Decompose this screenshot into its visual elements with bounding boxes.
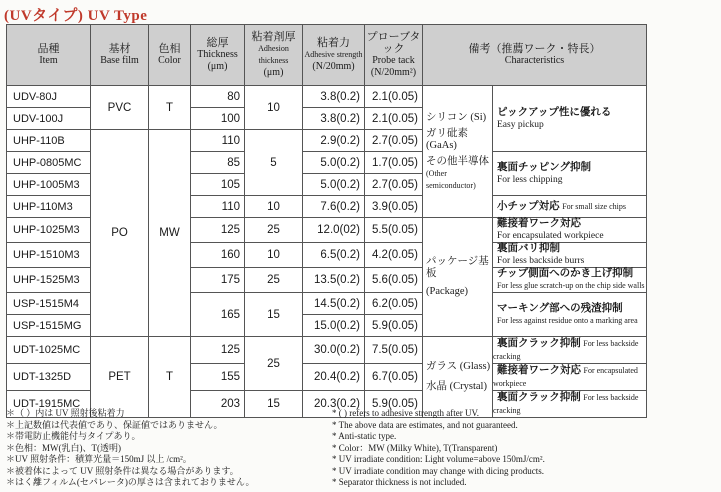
item-cell: UDT-1325D [7, 364, 91, 391]
item-cell: UHP-110B [7, 130, 91, 152]
char-crack2: 裏面クラック抑制 For less backside cracking [493, 391, 647, 418]
probe-cell: 6.2(0.05) [365, 293, 423, 315]
header-probe: プローブタック Probe tack (N/20mm²) [365, 25, 423, 86]
char-encap: 難接着ワーク対応 For encapsulated workpiece [493, 218, 647, 243]
header-base: 基材 Base film [91, 25, 149, 86]
strength-cell: 13.5(0.2) [303, 268, 365, 293]
thickness-cell: 160 [191, 243, 245, 268]
strength-cell: 14.5(0.2) [303, 293, 365, 315]
thickness-cell: 175 [191, 268, 245, 293]
note-line: * Separator thickness is not included. [332, 477, 467, 487]
adhesion-cell: 10 [245, 243, 303, 268]
adhesion-cell: 15 [245, 293, 303, 337]
strength-cell: 6.5(0.2) [303, 243, 365, 268]
note-line: * ( ) refers to adhesive strength after UV. [332, 408, 480, 418]
strength-cell: 12.0(02) [303, 218, 365, 243]
table-row [7, 86, 647, 108]
note-line: ＊UV 照射条件：積算光量＝150mJ 以上 /cm²。 [6, 454, 192, 464]
probe-cell: 4.2(0.05) [365, 243, 423, 268]
note-line: * The above data are estimates, and not guaranteed. [332, 419, 518, 430]
base-cell: PO [91, 130, 149, 337]
note-line: ＊上記数値は代表値であり、保証値ではありません。 [6, 419, 223, 430]
adhesion-cell: 15 [245, 391, 303, 418]
strength-cell: 5.0(0.2) [303, 152, 365, 174]
char-pickup: ピックアップ性に優れる Easy pickup [493, 86, 647, 152]
header-characteristics: 備考（推薦ワーク・特長） Characteristics [423, 25, 647, 86]
probe-cell: 5.5(0.05) [365, 218, 423, 243]
note-line: * UV irradiate condition: Light volume=above 150mJ/cm². [332, 454, 545, 464]
strength-cell: 20.3(0.2) [303, 391, 365, 418]
item-cell: UDT-1915MC [7, 391, 91, 418]
note-line: ＊帯電防止機能付与タイプあり。 [6, 431, 141, 441]
header-color: 色相 Color [149, 25, 191, 86]
probe-cell: 5.9(0.05) [365, 315, 423, 337]
char-small: 小チップ対応 For small size chips [493, 196, 647, 218]
item-cell: UHP-0805MC [7, 152, 91, 174]
item-cell: UHP-110M3 [7, 196, 91, 218]
probe-cell: 3.9(0.05) [365, 196, 423, 218]
strength-cell: 3.8(0.2) [303, 108, 365, 130]
thickness-cell: 110 [191, 130, 245, 152]
product-table [6, 24, 647, 418]
thickness-cell: 105 [191, 174, 245, 196]
strength-cell: 3.8(0.2) [303, 86, 365, 108]
page-title: (UVタイプ) UV Type [4, 8, 148, 24]
header-row [7, 25, 647, 86]
thickness-cell: 125 [191, 337, 245, 364]
strength-cell: 15.0(0.2) [303, 315, 365, 337]
char-glue: チップ側面へのかき上げ抑制 For less glue scratch-up on the chip side walls [493, 268, 647, 293]
adhesion-cell: 10 [245, 196, 303, 218]
adhesion-cell: 5 [245, 130, 303, 196]
item-cell: UHP-1510M3 [7, 243, 91, 268]
char-encap2: 難接着ワーク対応 For encapsulated workpiece [493, 364, 647, 391]
probe-cell: 5.6(0.05) [365, 268, 423, 293]
base-cell: PVC [91, 86, 149, 130]
char-chipping: 裏面チッピング抑制 For less chipping [493, 152, 647, 196]
thickness-cell: 110 [191, 196, 245, 218]
item-cell: USP-1515MG [7, 315, 91, 337]
color-cell: MW [149, 130, 191, 337]
adhesion-cell: 25 [245, 337, 303, 391]
char-crack1: 裏面クラック抑制 For less backside cracking [493, 337, 647, 364]
thickness-cell: 203 [191, 391, 245, 418]
color-cell: T [149, 86, 191, 130]
note-line: * Anti-static type. [332, 431, 397, 441]
note-line: ＊はく離フィルム(セパレータ)の厚さは含まれておりません。 [6, 477, 255, 487]
item-cell: UDT-1025MC [7, 337, 91, 364]
item-cell: UHP-1525M3 [7, 268, 91, 293]
probe-cell: 1.7(0.05) [365, 152, 423, 174]
base-group-package: パッケージ基板 (Package) [423, 218, 493, 337]
item-cell: UHP-1005M3 [7, 174, 91, 196]
note-line: * UV irradiate condition may change with dicing products. [332, 465, 545, 476]
base-cell: PET [91, 337, 149, 418]
header-thickness: 総厚 Thickness (μm) [191, 25, 245, 86]
probe-cell: 6.7(0.05) [365, 364, 423, 391]
thickness-cell: 155 [191, 364, 245, 391]
base-group-silicon: シリコン (Si) ガリ砒素 (GaAs) その他半導体 (Other semiconductor) [423, 86, 493, 218]
color-cell: T [149, 337, 191, 418]
header-strength: 粘着力 Adhesive strength (N/20mm) [303, 25, 365, 86]
note-line: ＊（ ）内は UV 照射後粘着力 [6, 408, 125, 418]
strength-cell: 20.4(0.2) [303, 364, 365, 391]
char-marking: マーキング部への残渣抑制 For less against residue onto a marking area [493, 293, 647, 337]
thickness-cell: 100 [191, 108, 245, 130]
notes-japanese [6, 408, 254, 489]
header-adhesion: 粘着剤厚 Adhesion thickness (μm) [245, 25, 303, 86]
note-line: * Color：MW (Milky White), T(Transparent) [332, 442, 498, 453]
strength-cell: 2.9(0.2) [303, 130, 365, 152]
notes-english [332, 408, 545, 489]
item-cell: UDV-100J [7, 108, 91, 130]
probe-cell: 2.7(0.05) [365, 174, 423, 196]
base-group-glass: ガラス (Glass) 水晶 (Crystal) [423, 337, 493, 418]
probe-cell: 2.1(0.05) [365, 86, 423, 108]
strength-cell: 30.0(0.2) [303, 337, 365, 364]
adhesion-cell: 25 [245, 218, 303, 243]
thickness-cell: 165 [191, 293, 245, 337]
adhesion-cell: 10 [245, 86, 303, 130]
adhesion-cell: 25 [245, 268, 303, 293]
table-row [7, 337, 647, 364]
header-item: 品種 Item [7, 25, 91, 86]
item-cell: USP-1515M4 [7, 293, 91, 315]
char-burrs: 裏面バリ抑制 For less backside burrs [493, 243, 647, 268]
probe-cell: 7.5(0.05) [365, 337, 423, 364]
note-line: ＊被着体によって UV 照射条件は異なる場合があります。 [6, 465, 239, 476]
probe-cell: 5.9(0.05) [365, 391, 423, 418]
item-cell: UDV-80J [7, 86, 91, 108]
thickness-cell: 125 [191, 218, 245, 243]
strength-cell: 7.6(0.2) [303, 196, 365, 218]
probe-cell: 2.1(0.05) [365, 108, 423, 130]
probe-cell: 2.7(0.05) [365, 130, 423, 152]
thickness-cell: 85 [191, 152, 245, 174]
note-line: ＊色相：MW(乳白)、T(透明) [6, 442, 121, 453]
thickness-cell: 80 [191, 86, 245, 108]
item-cell: UHP-1025M3 [7, 218, 91, 243]
strength-cell: 5.0(0.2) [303, 174, 365, 196]
